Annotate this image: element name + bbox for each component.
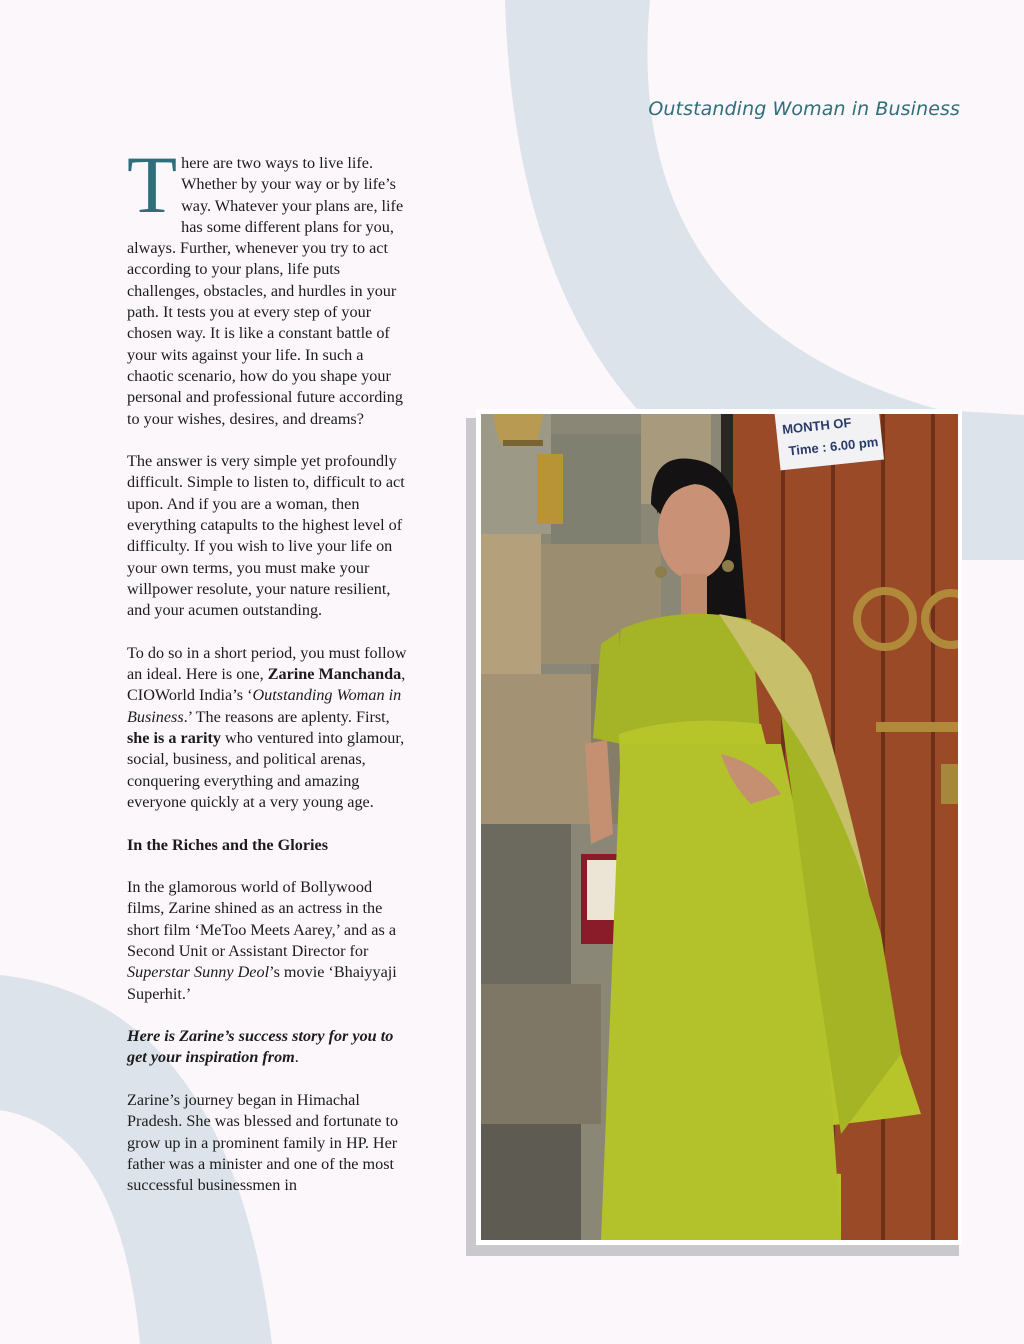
drop-cap: T [127, 139, 178, 230]
paragraph-journey: Zarine’s journey began in Himachal Pradesh. She was blessed and fortunate to grow up in a prominent family in HP. Her father was a minister and one of the most successful businessmen in [127, 1091, 399, 1195]
paragraph-intro [127, 139, 413, 430]
paragraph-ideal: To do so in a short period, you must follow an ideal. Here is one, Zarine Manchanda, CIOWorld India’s ‘Outstanding Woman in Business.’ The reasons are aplenty. First, she is a rarity who ventured into glamour, social, business, and political arenas, conquering everything and amazing everyone quickly at a very young age. [127, 643, 407, 811]
paragraph-bollywood: In the glamorous world of Bollywood films, Zarine shined as an actress in the short film ‘MeToo Meets Aarey,’ and as a Second Unit or Assistant Director for Superstar Sunny Deol’s movie ‘Bhaiyyaji Superhit.’ [127, 878, 397, 1003]
sign-line-2: Time : 6.00 pm [787, 434, 879, 459]
person-name: Zarine Manchanda [267, 665, 402, 684]
portrait-illustration [481, 414, 958, 1240]
award-title: Outstanding Woman in Business [127, 686, 402, 726]
intro-text: here are two ways to live life. Whether by your way or by life’s way. Whatever your plans are, life has some different plans for you, always. Further, whenever you try to act according to your plans, life puts challenges, obstacles, and hurdles in your path. It tests you at every step of your chosen way. It is like a constant battle of your wits against your life. In such a chaotic scenario, how do you shape your personal and professional future according to your wishes, desires, and dreams? [127, 154, 404, 428]
section-title: Outstanding Woman in Business [648, 98, 960, 120]
paragraph-answer: The answer is very simple yet profoundly difficult. Simple to listen to, difficult to act upon. And if you are a woman, then everything catapults to the highest level of difficulty. If you wish to live your life on your own terms, you must make your willpower resolute, your nature resilient, and your acumen outstanding. [127, 452, 405, 620]
rarity-emphasis: she is a rarity [127, 729, 221, 748]
paragraph-story-lead: Here is Zarine’s success story for you to get your inspiration from. [127, 1027, 394, 1067]
portrait-photo [481, 414, 958, 1240]
superstar-name: Superstar Sunny Deol [127, 963, 270, 982]
subheading: In the Riches and the Glories [127, 835, 329, 854]
sign-line-1: MONTH OF [781, 414, 853, 437]
article-body [127, 139, 413, 1218]
